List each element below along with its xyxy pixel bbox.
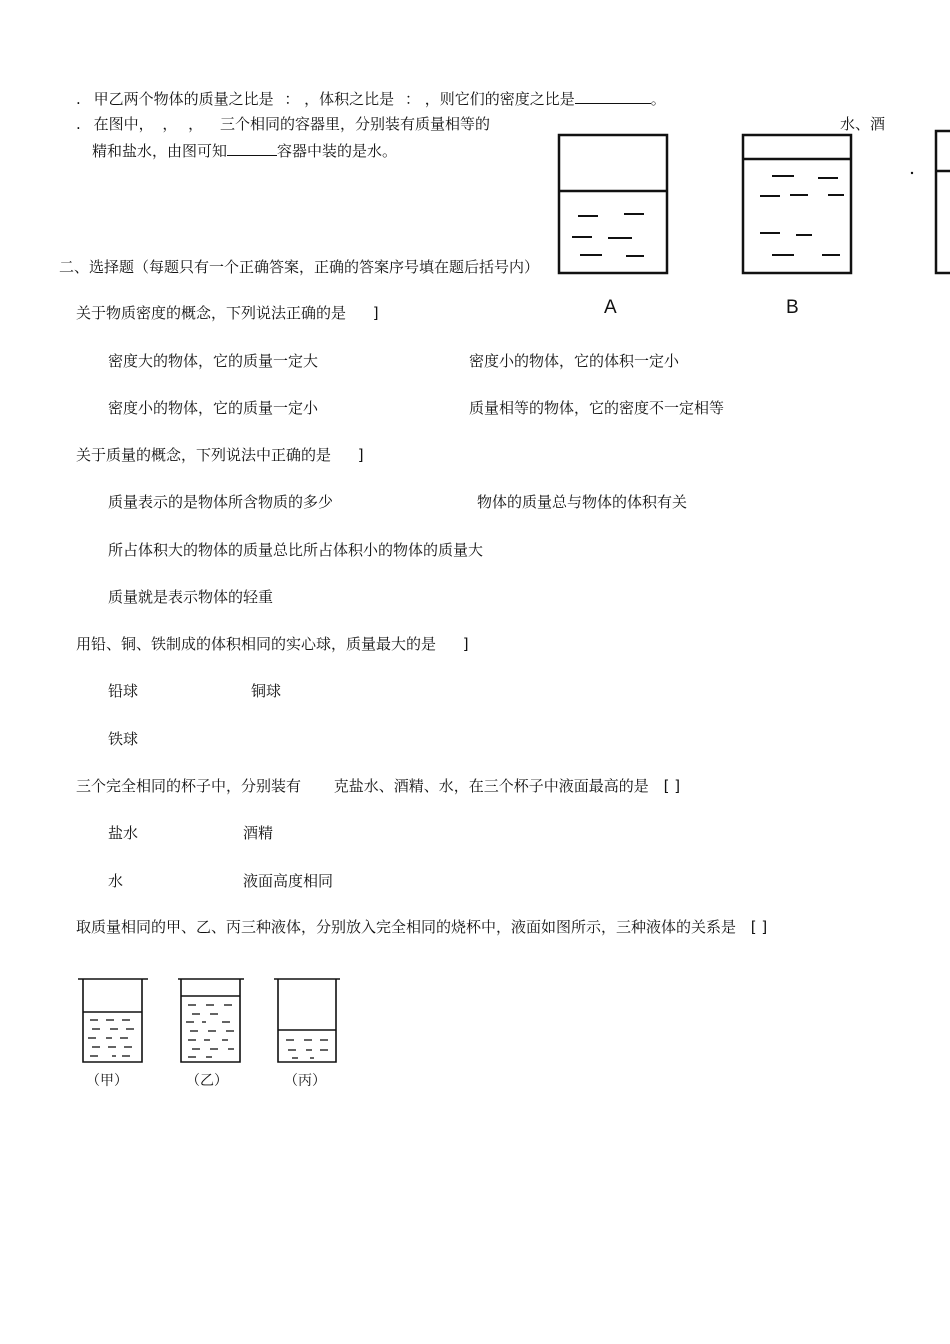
q1-end: 。 bbox=[650, 90, 666, 108]
q4-option-2[interactable]: 酒精 bbox=[243, 824, 274, 842]
q1-colon-2: ： bbox=[404, 90, 420, 108]
beaker-bing bbox=[274, 979, 340, 1062]
fill-blank-q2 bbox=[76, 114, 490, 134]
question-1-text: 关于物质密度的概念，下列说法正确的是 bbox=[76, 304, 347, 322]
q2-text-b: 三个相同的容器里，分别装有质量相等的 bbox=[219, 115, 490, 133]
question-1-stem bbox=[76, 303, 379, 323]
question-2-stem bbox=[76, 445, 364, 465]
beaker-label-bing: （丙） bbox=[284, 1073, 326, 1089]
question-3-text: 用铅、铜、铁制成的体积相同的实心球，质量最大的是 bbox=[76, 635, 437, 653]
fill-blank-q2-line2 bbox=[92, 140, 397, 161]
question-2-bracket[interactable]: ] bbox=[357, 446, 364, 464]
question-1-bracket[interactable]: ] bbox=[372, 304, 379, 322]
beaker-label-jia: （甲） bbox=[86, 1073, 128, 1089]
question-4-bracket[interactable]: [ ] bbox=[663, 777, 681, 795]
q3-option-2[interactable]: 铜球 bbox=[251, 682, 282, 700]
container-c-partial bbox=[911, 131, 950, 273]
q1-text-b: ，体积之比是 bbox=[304, 90, 395, 108]
container-label-a: A bbox=[604, 297, 617, 318]
container-b bbox=[743, 135, 851, 273]
question-4-stem bbox=[76, 776, 680, 796]
fill-blank-q1 bbox=[76, 88, 666, 109]
beaker-yi bbox=[178, 979, 244, 1062]
question-5-bracket[interactable]: [ ] bbox=[750, 918, 768, 936]
q1-text-a: 甲乙两个物体的质量之比是 bbox=[93, 90, 274, 108]
question-2-text: 关于质量的概念，下列说法中正确的是 bbox=[76, 446, 332, 464]
question-3-stem bbox=[76, 634, 469, 654]
q4-option-4[interactable]: 液面高度相同 bbox=[243, 872, 334, 890]
container-a bbox=[559, 135, 667, 273]
question-3-bracket[interactable]: ] bbox=[462, 635, 469, 653]
q3-option-3[interactable]: 铁球 bbox=[108, 730, 139, 748]
q2-option-2[interactable]: 物体的质量总与物体的体积有关 bbox=[477, 493, 688, 511]
q1-option-1[interactable]: 密度大的物体，它的质量一定大 bbox=[108, 352, 319, 370]
q2-comma-1: ， bbox=[162, 115, 178, 133]
section2-heading: 二、选择题（每题只有一个正确答案，正确的答案序号填在题后括号内） bbox=[59, 258, 540, 276]
beaker-jia bbox=[78, 979, 148, 1062]
q1-option-4[interactable]: 质量相等的物体，它的密度不一定相等 bbox=[469, 399, 725, 417]
containers-figure bbox=[550, 125, 950, 325]
q1-option-2[interactable]: 密度小的物体，它的体积一定小 bbox=[469, 352, 680, 370]
q2-option-4[interactable]: 质量就是表示物体的轻重 bbox=[108, 588, 274, 606]
q1-colon-1: ： bbox=[284, 90, 300, 108]
beaker-label-yi: （乙） bbox=[186, 1073, 228, 1089]
q2-option-1[interactable]: 质量表示的是物体所含物质的多少 bbox=[108, 493, 334, 511]
question-5-text: 取质量相同的甲、乙、丙三种液体，分别放入完全相同的烧杯中，液面如图所示，三种液体的关系是 bbox=[76, 918, 737, 936]
q2-line2-b: 容器中装的是水。 bbox=[277, 142, 398, 160]
q2-line2-a: 精和盐水，由图可知 bbox=[92, 142, 228, 160]
q1-option-3[interactable]: 密度小的物体，它的质量一定小 bbox=[108, 399, 319, 417]
q2-option-3[interactable]: 所占体积大的物体的质量总比所占体积小的物体的质量大 bbox=[108, 541, 484, 559]
q1-dot: . bbox=[76, 90, 81, 108]
question-4-text-a: 三个完全相同的杯子中，分别装有 bbox=[76, 777, 302, 795]
q2-dot: . bbox=[76, 115, 81, 133]
q3-option-1[interactable]: 铅球 bbox=[108, 682, 139, 700]
beakers-figure bbox=[76, 974, 366, 1074]
q4-option-1[interactable]: 盐水 bbox=[108, 824, 139, 842]
q2-text-a: 在图中， bbox=[93, 115, 154, 133]
q2-answer-blank[interactable] bbox=[227, 140, 277, 156]
container-label-b: B bbox=[786, 297, 799, 318]
q4-option-3[interactable]: 水 bbox=[108, 872, 124, 890]
q1-answer-blank[interactable] bbox=[575, 88, 651, 104]
q1-text-c: ，则它们的密度之比是 bbox=[424, 90, 575, 108]
question-5-stem bbox=[76, 917, 767, 937]
question-4-text-b: 克盐水、酒精、水，在三个杯子中液面最高的是 bbox=[333, 777, 649, 795]
q2-text-right: 水、酒 bbox=[840, 115, 886, 133]
q2-comma-2: ， bbox=[188, 115, 204, 133]
